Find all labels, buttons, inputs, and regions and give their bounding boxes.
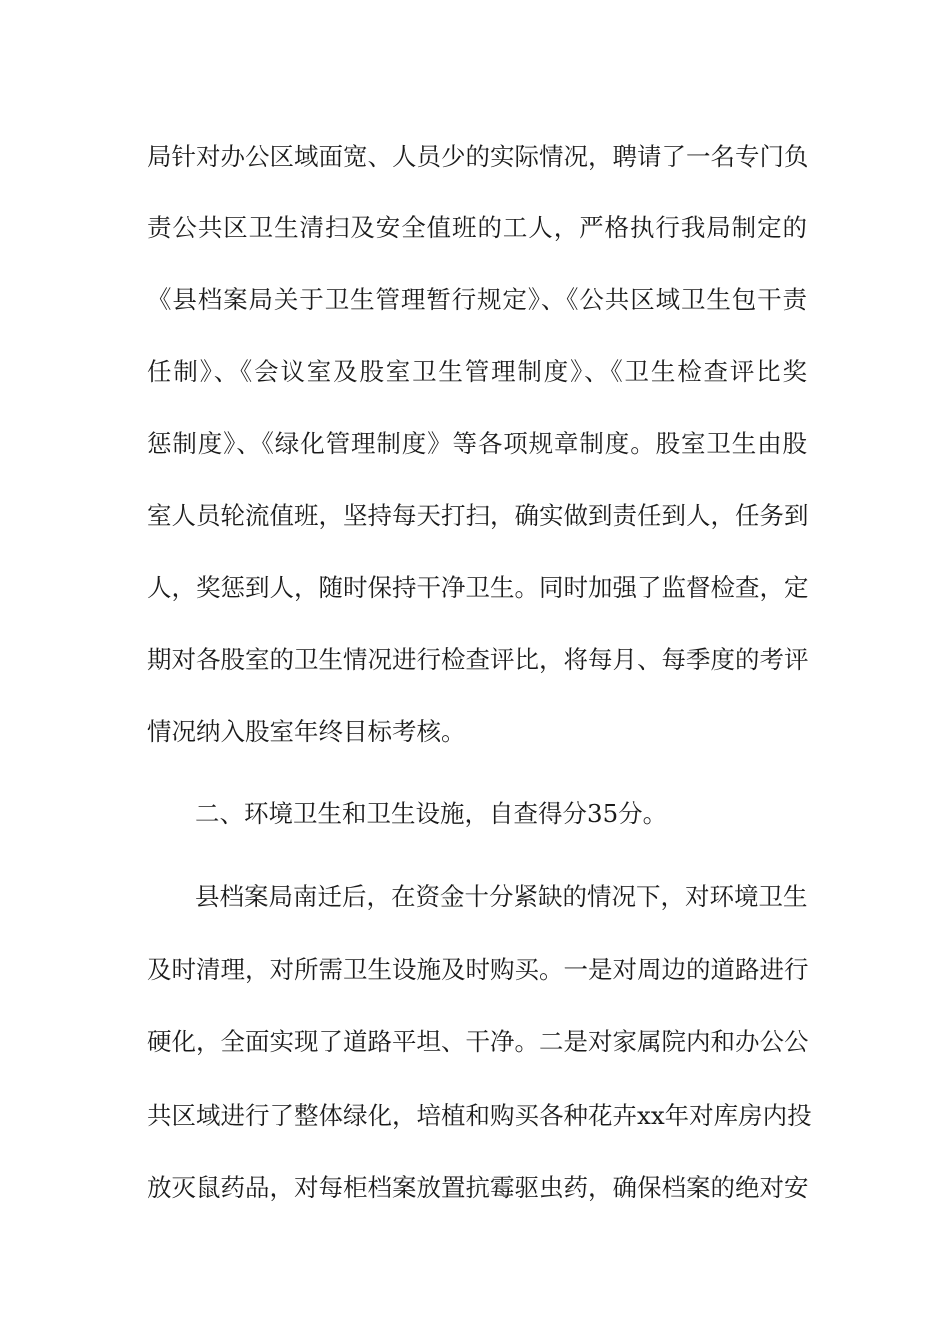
text-line: 硬化，全面实现了道路平坦、干净。二是对家属院内和办公公 xyxy=(147,1027,809,1056)
text-line: 共区域进行了整体绿化，培植和购买各种花卉xx年对库房内投 xyxy=(147,1101,812,1130)
text-line: 任制》、《会议室及股室卫生管理制度》、《卫生检查评比奖 xyxy=(147,357,807,386)
text-line: 局针对办公区域面宽、人员少的实际情况，聘请了一名专门负 xyxy=(147,142,809,171)
section-heading: 二、环境卫生和卫生设施，自查得分35分。 xyxy=(195,799,668,828)
text-line: 惩制度》、《绿化管理制度》等各项规章制度。股室卫生由股 xyxy=(147,429,807,458)
text-line: 及时清理，对所需卫生设施及时购买。一是对周边的道路进行 xyxy=(147,955,809,984)
text-line: 放灭鼠药品，对每柜档案放置抗霉驱虫药，确保档案的绝对安 xyxy=(147,1173,809,1202)
text-line: 责公共区卫生清扫及安全值班的工人，严格执行我局制定的 xyxy=(147,213,807,242)
text-line: 期对各股室的卫生情况进行检查评比，将每月、每季度的考评 xyxy=(147,645,809,674)
text-line: 人，奖惩到人，随时保持干净卫生。同时加强了监督检查，定 xyxy=(147,573,809,602)
text-line: 《县档案局关于卫生管理暂行规定》、《公共区域卫生包干责 xyxy=(147,285,807,314)
text-line: 县档案局南迁后，在资金十分紧缺的情况下，对环境卫生 xyxy=(195,882,808,911)
text-line: 情况纳入股室年终目标考核。 xyxy=(147,717,466,746)
text-line: 室人员轮流值班，坚持每天打扫，确实做到责任到人，任务到 xyxy=(147,501,809,530)
